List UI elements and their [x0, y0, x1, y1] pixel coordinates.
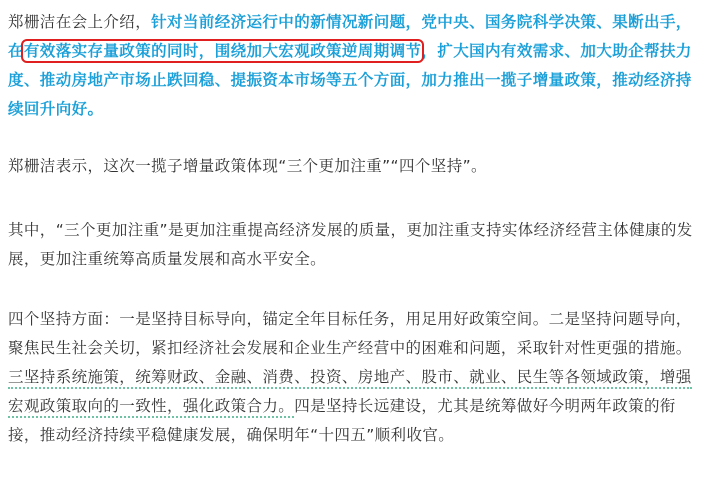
four-adherences-text: 四个坚持方面：一是坚持目标导向，锚定全年目标任务，用足用好政策空间。二是坚持问题导向，聚焦民生社会关切，紧扣经济社会发展和企业生产经营中的困难和问题，采取针对性更强的措施。	[8, 310, 692, 357]
underlined-passage: 三坚持系统施策，统筹财政、金融、消费、投资、房地产、股市、就业、民生等各领域政策，增强宏观政策取向的一致性，强化政策合力。	[8, 368, 692, 418]
intro-lead-text: 郑栅洁在会上介绍，	[8, 13, 152, 31]
paragraph-four-adherences	[8, 305, 698, 450]
four-adherences-text-continued: 四是坚持长远建设，尤其是统筹做好今明两年政策的衔接，推动经济持续平稳健康发展，确保明年“十四五”顺利收官。	[8, 397, 676, 444]
intro-highlight-text: 针对当前经济运行中的新情况新问题，党中央、国务院科学决策、果断出手，在	[8, 13, 692, 60]
article-body	[8, 8, 698, 450]
paragraph-three-emphases: 其中，“三个更加注重”是更加注重提高经济发展的质量，更加注重支持实体经济经营主体健康的发展，更加注重统筹高质量发展和高水平安全。	[8, 221, 693, 268]
paragraph-intro	[8, 8, 698, 124]
intro-highlight-text-continued: ，扩大国内有效需求、加大助企帮扶力度、推动房地产市场止跌回稳、提振资本市场等五个方面，加力推出一揽子增量政策，推动经济持续回升向好。	[8, 42, 692, 118]
intro-boxed-highlight: 有效落实存量政策的同时，围绕加大宏观政策逆周期调节	[23, 42, 422, 60]
paragraph-summary: 郑栅洁表示，这次一揽子增量政策体现“三个更加注重”“四个坚持”。	[8, 157, 487, 175]
